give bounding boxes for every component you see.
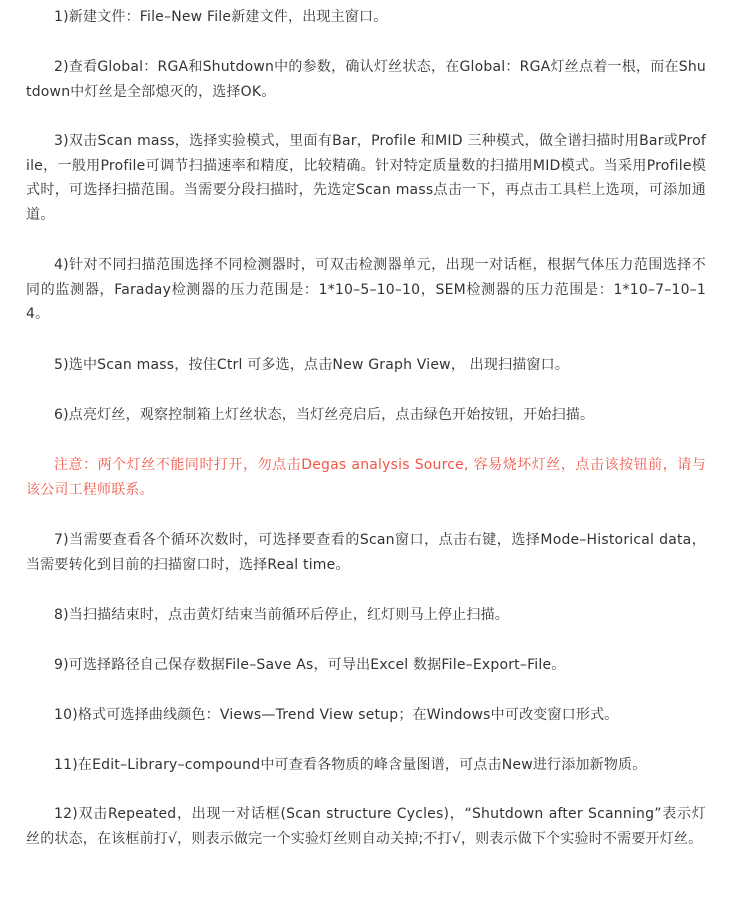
paragraph-2: 2)查看Global：RGA和Shutdown中的参数，确认灯丝状态，在Global：RGA灯丝点着一根，而在Shutdown中灯丝是全部熄灭的，选择OK。: [26, 59, 706, 100]
paragraph-3: 3)双击Scan mass，选择实验模式，里面有Bar，Profile 和MID 三种模式，做全谱扫描时用Bar或Profile，一般用Profile可调节扫描速率和精度，比较精确。针对特定质量数的扫描用MID模式。当采用Profile模式时，可选择扫描范围。当需要分段扫描时，先选定Scan mass点击一下，再点击工具栏上选项，可添加通道。: [26, 133, 706, 223]
paragraph-11: 11)在Edit–Library–compound中可查看各物质的峰含量图谱，可点击New进行添加新物质。: [54, 757, 647, 773]
paragraph-9: 9)可选择路径自己保存数据File–Save As，可导出Excel 数据File–Export–File。: [54, 657, 566, 673]
paragraph-4: 4)针对不同扫描范围选择不同检测器时，可双击检测器单元，出现一对话框，根据气体压力范围选择不同的监测器，Faraday检测器的压力范围是：1*10–5–10–10，SEM检测器的压力范围是：1*10–7–10–14。: [26, 257, 706, 322]
paragraph-1: 1)新建文件：File–New File新建文件，出现主窗口。: [54, 9, 388, 25]
paragraph-8: 8)当扫描结束时，点击黄灯结束当前循环后停止，红灯则马上停止扫描。: [54, 607, 509, 623]
paragraph-7: 7)当需要查看各个循环次数时，可选择要查看的Scan窗口，点击右键，选择Mode–Historical data，当需要转化到目前的扫描窗口时，选择Real time。: [26, 532, 706, 573]
paragraph-5: 5)选中Scan mass，按住Ctrl 可多选，点击New Graph View， 出现扫描窗口。: [54, 357, 570, 373]
paragraph-6: 6)点亮灯丝，观察控制箱上灯丝状态，当灯丝亮启后，点击绿色开始按钮，开始扫描。: [54, 407, 595, 423]
warning-note: 注意：两个灯丝不能同时打开，勿点击Degas analysis Source, 容易烧坏灯丝，点击该按钮前，请与该公司工程师联系。: [26, 457, 706, 498]
paragraph-10: 10)格式可选择曲线颜色：Views—Trend View setup；在Windows中可改变窗口形式。: [54, 707, 619, 723]
paragraph-12: 12)双击Repeated，出现一对话框(Scan structure Cycles)，“Shutdown after Scanning”表示灯丝的状态，在该框前打√，则表示做完一个实验灯丝则自动关掉;不打√，则表示做下个实验时不需要开灯丝。: [26, 806, 706, 847]
